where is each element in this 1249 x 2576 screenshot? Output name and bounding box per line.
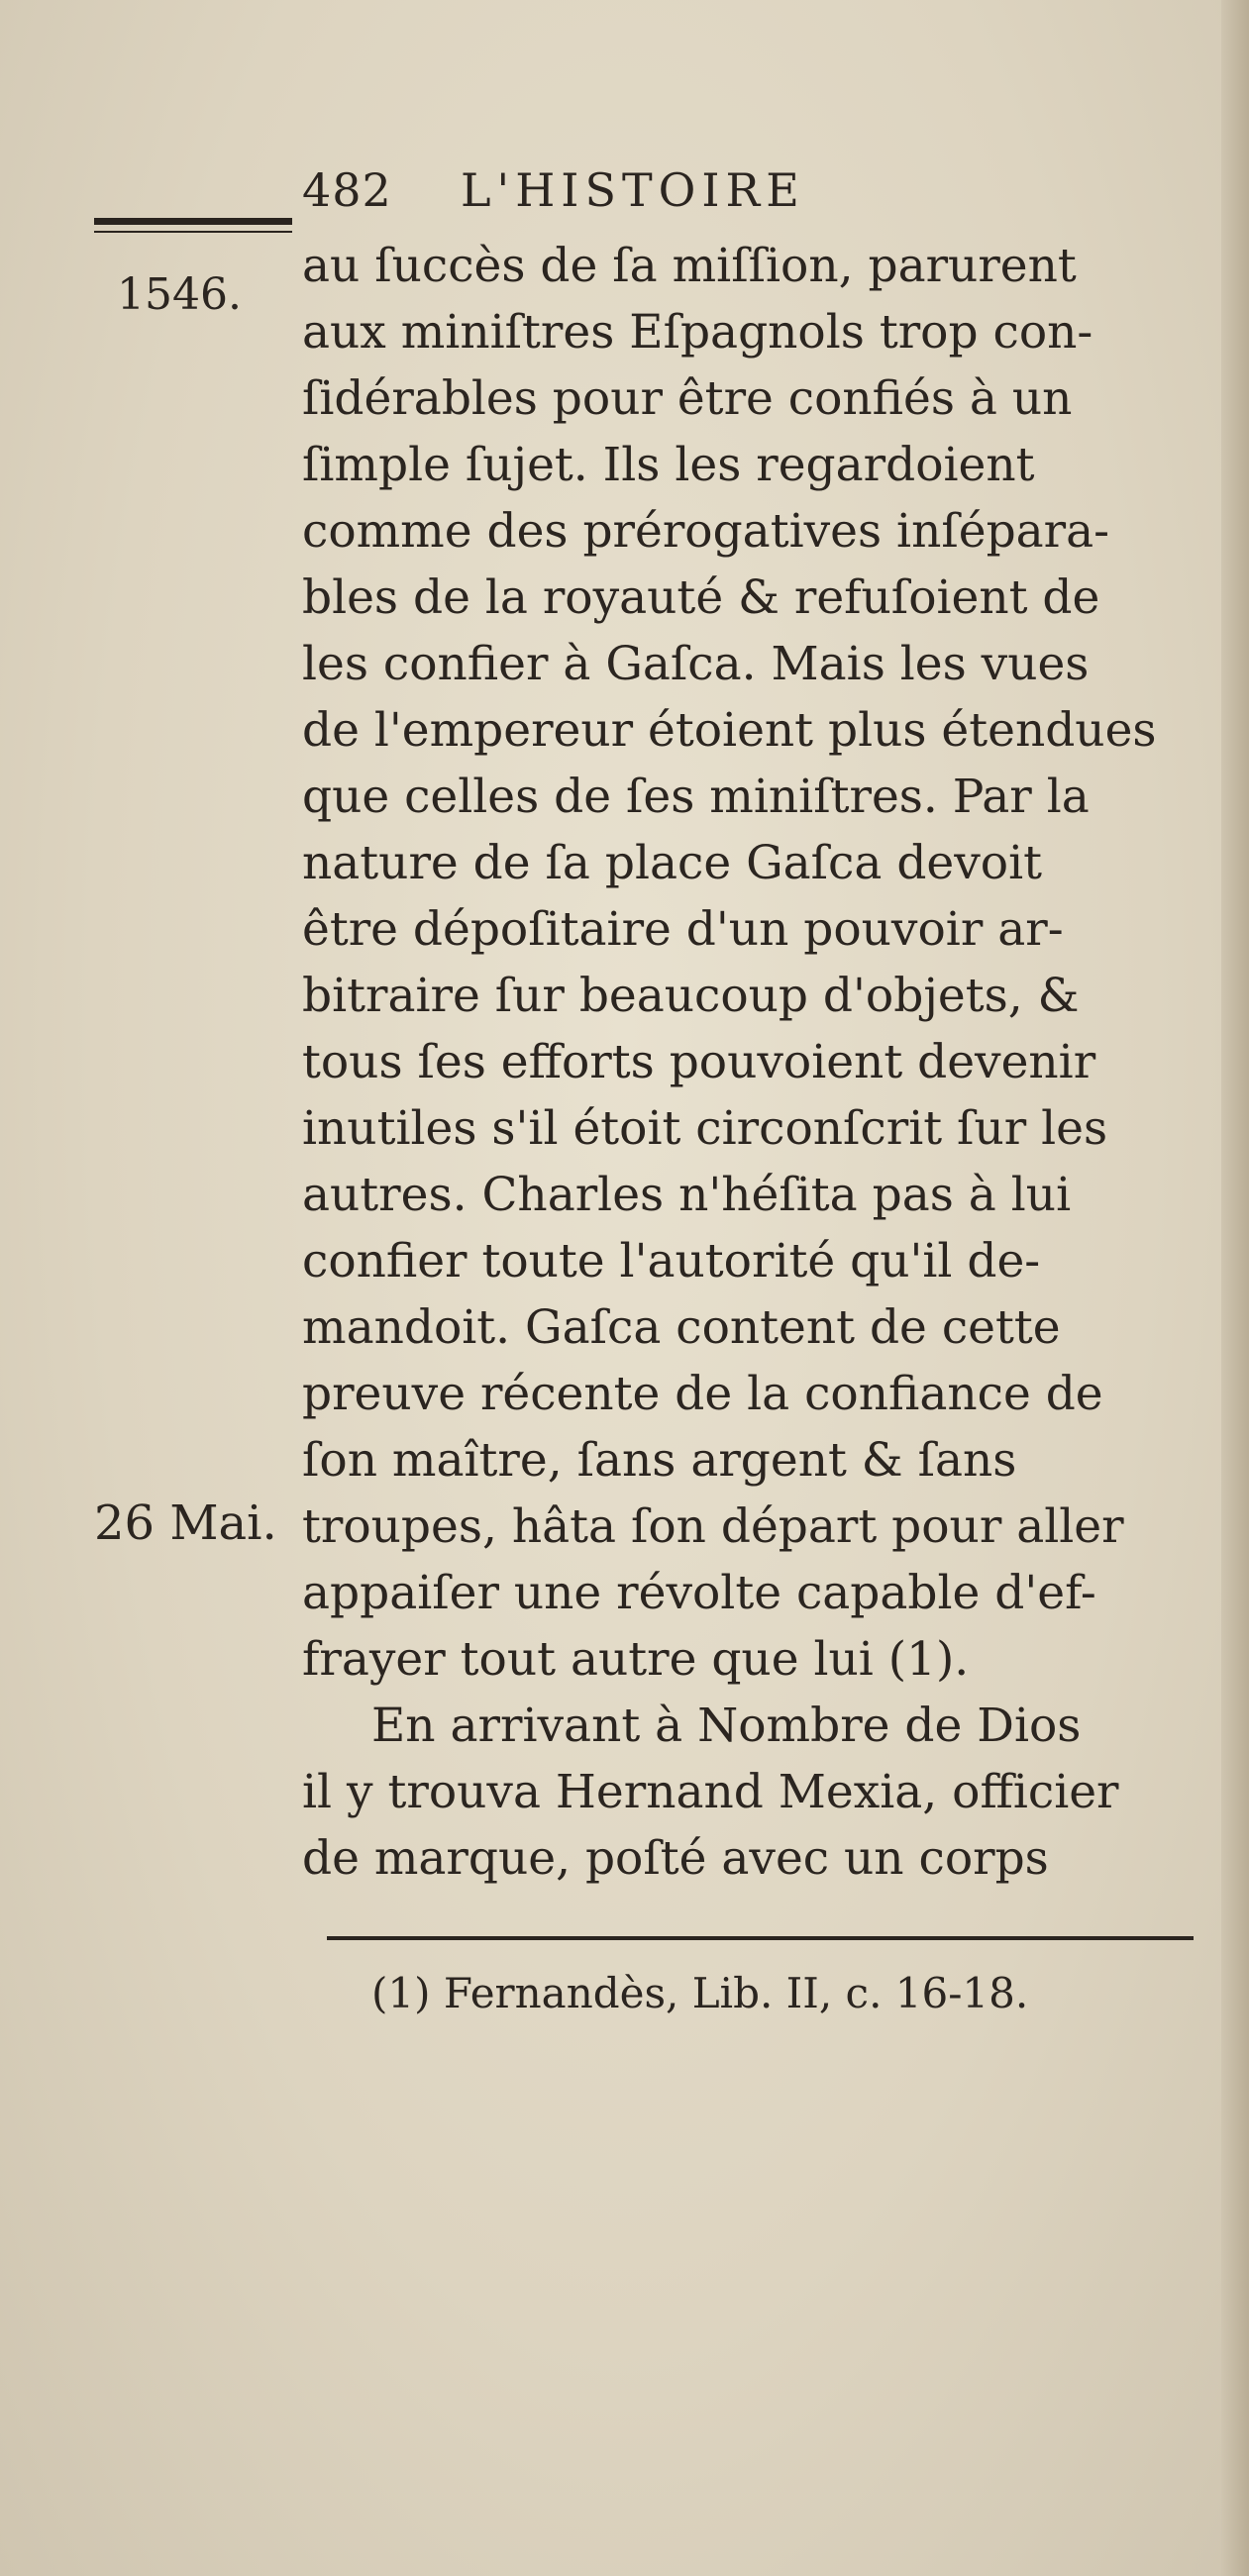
margin-date: 26 Mai. <box>94 1495 277 1551</box>
text-line: bles de la royauté & refuſoient de <box>302 570 1100 625</box>
text-line: inutiles s'il étoit circonſcrit ſur les <box>302 1101 1108 1156</box>
margin-year: 1546. <box>117 269 242 320</box>
text-line: tous ſes efforts pouvoient devenir <box>302 1035 1096 1089</box>
text-line: preuve récente de la confiance de <box>302 1367 1103 1421</box>
text-line: nature de ſa place Gaſca devoit <box>302 836 1042 890</box>
text-line: comme des prérogatives inſépara- <box>302 504 1110 559</box>
text-line: frayer tout autre que lui (1). <box>302 1632 970 1687</box>
header-rule-thin <box>94 231 292 233</box>
text-line: que celles de ſes miniſtres. Par la <box>302 770 1090 824</box>
text-line: ſidérables pour être confiés à un <box>302 371 1073 426</box>
text-line: aux miniſtres Eſpagnols trop con- <box>302 305 1093 360</box>
text-line: troupes, hâta ſon départ pour aller <box>302 1499 1124 1554</box>
text-line: au ſuccès de ſa miſſion, parurent <box>302 239 1077 293</box>
text-line: de l'empereur étoient plus étendues <box>302 703 1157 758</box>
footnote-rule <box>327 1936 1194 1940</box>
text-line: ſon maître, ſans argent & ſans <box>302 1433 1017 1488</box>
running-title: L'HISTOIRE <box>461 163 805 217</box>
body-text <box>302 233 1194 1892</box>
text-line: les confier à Gaſca. Mais les vues <box>302 637 1090 691</box>
text-line: autres. Charles n'héſita pas à lui <box>302 1168 1072 1222</box>
paragraph-start-line: En arrivant à Nombre de Dios <box>371 1699 1082 1753</box>
text-line: confier toute l'autorité qu'il de- <box>302 1234 1041 1288</box>
header-rule <box>94 218 292 225</box>
text-line: bitraire ſur beaucoup d'objets, & <box>302 969 1080 1023</box>
text-line: mandoit. Gaſca content de cette <box>302 1300 1061 1355</box>
page-header <box>302 163 1194 233</box>
page-edge <box>1221 0 1249 2576</box>
page-number: 482 <box>302 163 392 217</box>
text-line: de marque, poſté avec un corps <box>302 1831 1049 1886</box>
text-line: être dépoſitaire d'un pouvoir ar- <box>302 902 1064 957</box>
text-line: appaiſer une révolte capable d'ef- <box>302 1566 1096 1620</box>
text-line: il y trouva Hernand Mexia, officier <box>302 1765 1119 1819</box>
footnote: (1) Fernandès, Lib. II, c. 16-18. <box>371 1969 1029 2017</box>
text-line: ſimple ſujet. Ils les regardoient <box>302 438 1035 492</box>
